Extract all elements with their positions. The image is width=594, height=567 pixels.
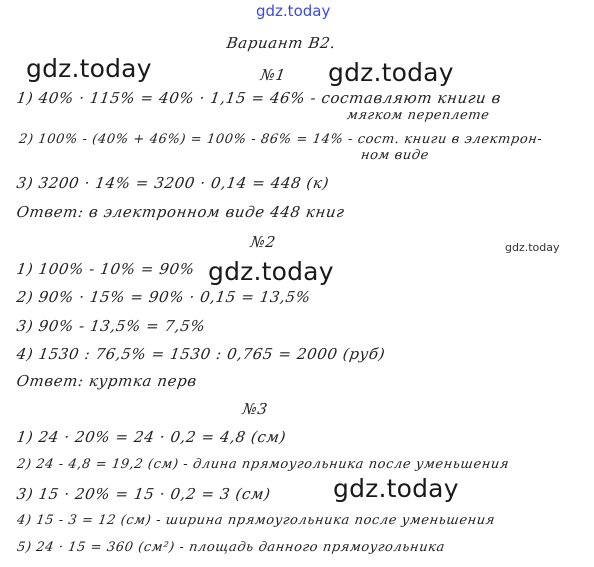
- task1-line3: 3) 3200 · 14% = 3200 · 0,14 = 448 (к): [15, 174, 331, 192]
- task3-number: №3: [241, 400, 269, 418]
- watermark-2: gdz.today: [328, 58, 454, 87]
- variant-title: Вариант В2.: [225, 34, 337, 52]
- task3-line2: 2) 24 - 4,8 = 19,2 (см) - длина прямоугольника после уменьшения: [15, 457, 511, 472]
- task2-line2: 2) 90% · 15% = 90% · 0,15 = 13,5%: [15, 288, 312, 306]
- task1-number: №1: [259, 66, 287, 84]
- task3-line1: 1) 24 · 20% = 24 · 0,2 = 4,8 (см): [15, 428, 288, 446]
- task1-line2: 2) 100% - (40% + 46%) = 100% - 86% = 14% - сост. книги в электрон-: [17, 132, 544, 147]
- task3-line5: 5) 24 · 15 = 360 (см²) - площадь данного прямоугольника: [15, 540, 446, 555]
- watermark-3: gdz.today: [208, 257, 334, 286]
- watermark-4: gdz.today: [333, 474, 459, 503]
- task1-line1b: мягком переплете: [345, 108, 491, 123]
- task2-line3: 3) 90% - 13,5% = 7,5%: [15, 317, 207, 335]
- task1-answer: Ответ: в электронном виде 448 книг: [15, 203, 346, 221]
- task3-line4: 4) 15 - 3 = 12 (см) - ширина прямоугольника после уменьшения: [15, 513, 497, 528]
- task1-line2b: ном виде: [359, 148, 430, 163]
- watermark-top: gdz.today: [256, 2, 331, 20]
- watermark-small: gdz.today: [505, 241, 560, 254]
- task2-line4: 4) 1530 : 76,5% = 1530 : 0,765 = 2000 (руб): [15, 345, 387, 363]
- task3-line3: 3) 15 · 20% = 15 · 0,2 = 3 (см): [15, 485, 272, 503]
- task1-line1: 1) 40% · 115% = 40% · 1,15 = 46% - составляют книги в: [15, 89, 503, 107]
- task2-answer: Ответ: куртка перв: [15, 372, 199, 390]
- task2-number: №2: [249, 233, 277, 251]
- watermark-1: gdz.today: [26, 54, 152, 83]
- task2-line1: 1) 100% - 10% = 90%: [15, 260, 196, 278]
